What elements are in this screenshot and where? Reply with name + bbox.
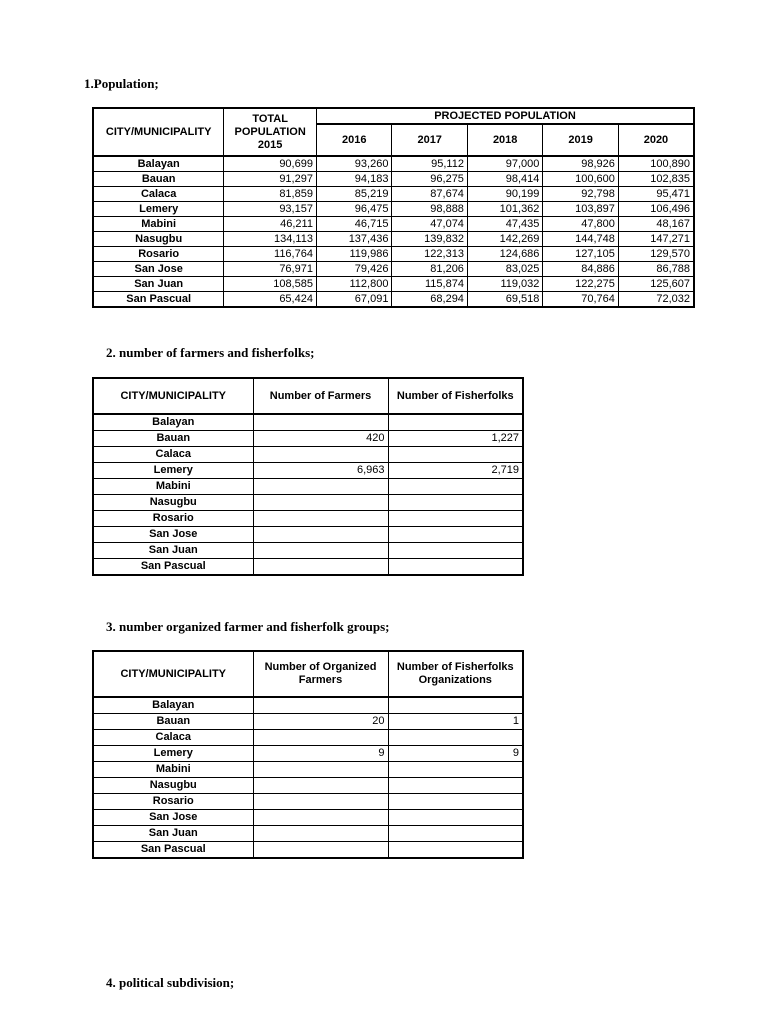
municipality-name: Lemery (93, 202, 224, 217)
header-year: 2020 (618, 124, 694, 156)
projected-population: 100,600 (543, 172, 618, 187)
header-city: CITY/MUNICIPALITY (93, 378, 253, 414)
table-row (93, 746, 523, 762)
table-row (93, 762, 523, 778)
projected-population: 115,874 (392, 277, 467, 292)
table-row (93, 730, 523, 746)
value-cell (388, 842, 523, 859)
table-row (93, 810, 523, 826)
value-cell (253, 495, 388, 511)
value-cell: 9 (388, 746, 523, 762)
population-2015: 134,113 (224, 232, 317, 247)
value-cell: 1 (388, 714, 523, 730)
value-cell (253, 730, 388, 746)
value-cell (253, 778, 388, 794)
value-cell (388, 810, 523, 826)
projected-population: 119,032 (467, 277, 542, 292)
projected-population: 112,800 (316, 277, 391, 292)
municipality-name: San Juan (93, 543, 253, 559)
table-row (93, 714, 523, 730)
population-2015: 65,424 (224, 292, 317, 308)
municipality-name: Nasugbu (93, 495, 253, 511)
municipality-name: Mabini (93, 762, 253, 778)
projected-population: 119,986 (316, 247, 391, 262)
population-2015: 76,971 (224, 262, 317, 277)
projected-population: 144,748 (543, 232, 618, 247)
population-2015: 91,297 (224, 172, 317, 187)
municipality-name: Mabini (93, 217, 224, 232)
table-row (93, 697, 523, 714)
municipality-name: San Pascual (93, 559, 253, 576)
projected-population: 87,674 (392, 187, 467, 202)
projected-population: 47,800 (543, 217, 618, 232)
value-cell (388, 527, 523, 543)
projected-population: 69,518 (467, 292, 542, 308)
municipality-name: San Jose (93, 810, 253, 826)
projected-population: 122,313 (392, 247, 467, 262)
municipality-name: Nasugbu (93, 232, 224, 247)
table-row (93, 463, 523, 479)
municipality-name: Balayan (93, 414, 253, 431)
value-cell (253, 559, 388, 576)
projected-population: 85,219 (316, 187, 391, 202)
value-cell (388, 794, 523, 810)
section-heading-farmers: 2. number of farmers and fisherfolks; (106, 345, 315, 360)
projected-population: 86,788 (618, 262, 694, 277)
table-row (93, 511, 523, 527)
value-cell: 420 (253, 431, 388, 447)
projected-population: 95,112 (392, 156, 467, 172)
value-cell: 9 (253, 746, 388, 762)
table-row (93, 447, 523, 463)
projected-population: 124,686 (467, 247, 542, 262)
projected-population: 98,414 (467, 172, 542, 187)
projected-population: 94,183 (316, 172, 391, 187)
population-2015: 108,585 (224, 277, 317, 292)
value-cell: 20 (253, 714, 388, 730)
header-year: 2016 (316, 124, 391, 156)
projected-population: 137,436 (316, 232, 391, 247)
projected-population: 122,275 (543, 277, 618, 292)
section-heading-political-subdivision: 4. political subdivision; (106, 975, 235, 990)
municipality-name: Lemery (93, 463, 253, 479)
section-heading-population: 1.Population; (84, 76, 159, 91)
municipality-name: Calaca (93, 730, 253, 746)
header-city: CITY/MUNICIPALITY (93, 108, 224, 156)
projected-population: 147,271 (618, 232, 694, 247)
table-row (93, 187, 694, 202)
municipality-name: Rosario (93, 247, 224, 262)
table-row (93, 794, 523, 810)
projected-population: 70,764 (543, 292, 618, 308)
farmers-table (92, 377, 524, 576)
projected-population: 97,000 (467, 156, 542, 172)
value-cell (388, 495, 523, 511)
projected-population: 127,105 (543, 247, 618, 262)
value-cell: 6,963 (253, 463, 388, 479)
value-cell (253, 527, 388, 543)
projected-population: 100,890 (618, 156, 694, 172)
projected-population: 125,607 (618, 277, 694, 292)
municipality-name: Calaca (93, 447, 253, 463)
table-row (93, 202, 694, 217)
header-organized-farmers: Number of Organized Farmers (253, 651, 388, 697)
population-2015: 116,764 (224, 247, 317, 262)
municipality-name: Balayan (93, 697, 253, 714)
projected-population: 103,897 (543, 202, 618, 217)
value-cell (388, 559, 523, 576)
value-cell (388, 479, 523, 495)
projected-population: 68,294 (392, 292, 467, 308)
value-cell (388, 543, 523, 559)
table-row (93, 247, 694, 262)
projected-population: 139,832 (392, 232, 467, 247)
table-row (93, 156, 694, 172)
projected-population: 83,025 (467, 262, 542, 277)
table-row (93, 232, 694, 247)
projected-population: 106,496 (618, 202, 694, 217)
population-2015: 90,699 (224, 156, 317, 172)
municipality-name: Bauan (93, 172, 224, 187)
table-row (93, 495, 523, 511)
table-row (93, 778, 523, 794)
value-cell (253, 826, 388, 842)
value-cell (253, 479, 388, 495)
municipality-name: Lemery (93, 746, 253, 762)
municipality-name: San Jose (93, 262, 224, 277)
municipality-name: Rosario (93, 511, 253, 527)
projected-population: 84,886 (543, 262, 618, 277)
projected-population: 101,362 (467, 202, 542, 217)
table-row (93, 292, 694, 308)
value-cell (253, 697, 388, 714)
projected-population: 102,835 (618, 172, 694, 187)
municipality-name: Calaca (93, 187, 224, 202)
table-row (93, 527, 523, 543)
projected-population: 48,167 (618, 217, 694, 232)
projected-population: 93,260 (316, 156, 391, 172)
municipality-name: Rosario (93, 794, 253, 810)
municipality-name: Balayan (93, 156, 224, 172)
projected-population: 81,206 (392, 262, 467, 277)
header-number-of-fisherfolks: Number of Fisherfolks (388, 378, 523, 414)
value-cell: 2,719 (388, 463, 523, 479)
value-cell (388, 826, 523, 842)
projected-population: 47,435 (467, 217, 542, 232)
projected-population: 90,199 (467, 187, 542, 202)
header-year: 2018 (467, 124, 542, 156)
municipality-name: Nasugbu (93, 778, 253, 794)
projected-population: 67,091 (316, 292, 391, 308)
value-cell (253, 842, 388, 859)
table-row (93, 414, 523, 431)
population-2015: 46,211 (224, 217, 317, 232)
table-row (93, 262, 694, 277)
value-cell (388, 697, 523, 714)
value-cell (388, 730, 523, 746)
projected-population: 46,715 (316, 217, 391, 232)
population-2015: 81,859 (224, 187, 317, 202)
header-year: 2017 (392, 124, 467, 156)
table-row (93, 543, 523, 559)
projected-population: 79,426 (316, 262, 391, 277)
value-cell: 1,227 (388, 431, 523, 447)
header-fisherfolk-organizations: Number of Fisherfolks Organizations (388, 651, 523, 697)
projected-population: 95,471 (618, 187, 694, 202)
organized-groups-table (92, 650, 524, 859)
projected-population: 72,032 (618, 292, 694, 308)
value-cell (388, 414, 523, 431)
value-cell (388, 447, 523, 463)
municipality-name: Bauan (93, 431, 253, 447)
value-cell (253, 447, 388, 463)
municipality-name: San Jose (93, 527, 253, 543)
municipality-name: Bauan (93, 714, 253, 730)
value-cell (253, 543, 388, 559)
value-cell (253, 810, 388, 826)
projected-population: 98,888 (392, 202, 467, 217)
header-projected-population: PROJECTED POPULATION (316, 108, 694, 124)
table-row (93, 842, 523, 859)
municipality-name: San Juan (93, 277, 224, 292)
table-row (93, 172, 694, 187)
value-cell (253, 794, 388, 810)
value-cell (388, 511, 523, 527)
value-cell (388, 778, 523, 794)
table-row (93, 431, 523, 447)
municipality-name: Mabini (93, 479, 253, 495)
table-row (93, 277, 694, 292)
projected-population: 92,798 (543, 187, 618, 202)
projected-population: 98,926 (543, 156, 618, 172)
municipality-name: San Pascual (93, 292, 224, 308)
projected-population: 47,074 (392, 217, 467, 232)
table-row (93, 559, 523, 576)
projected-population: 142,269 (467, 232, 542, 247)
table-row (93, 217, 694, 232)
value-cell (253, 762, 388, 778)
header-total-population: TOTAL POPULATION 2015 (224, 108, 317, 156)
projected-population: 96,275 (392, 172, 467, 187)
value-cell (253, 511, 388, 527)
population-2015: 93,157 (224, 202, 317, 217)
projected-population: 129,570 (618, 247, 694, 262)
section-heading-groups: 3. number organized farmer and fisherfolk groups; (106, 619, 390, 634)
table-row (93, 826, 523, 842)
municipality-name: San Juan (93, 826, 253, 842)
projected-population: 96,475 (316, 202, 391, 217)
value-cell (388, 762, 523, 778)
value-cell (253, 414, 388, 431)
header-number-of-farmers: Number of Farmers (253, 378, 388, 414)
municipality-name: San Pascual (93, 842, 253, 859)
header-year: 2019 (543, 124, 618, 156)
header-city: CITY/MUNICIPALITY (93, 651, 253, 697)
population-table (92, 107, 695, 308)
table-row (93, 479, 523, 495)
